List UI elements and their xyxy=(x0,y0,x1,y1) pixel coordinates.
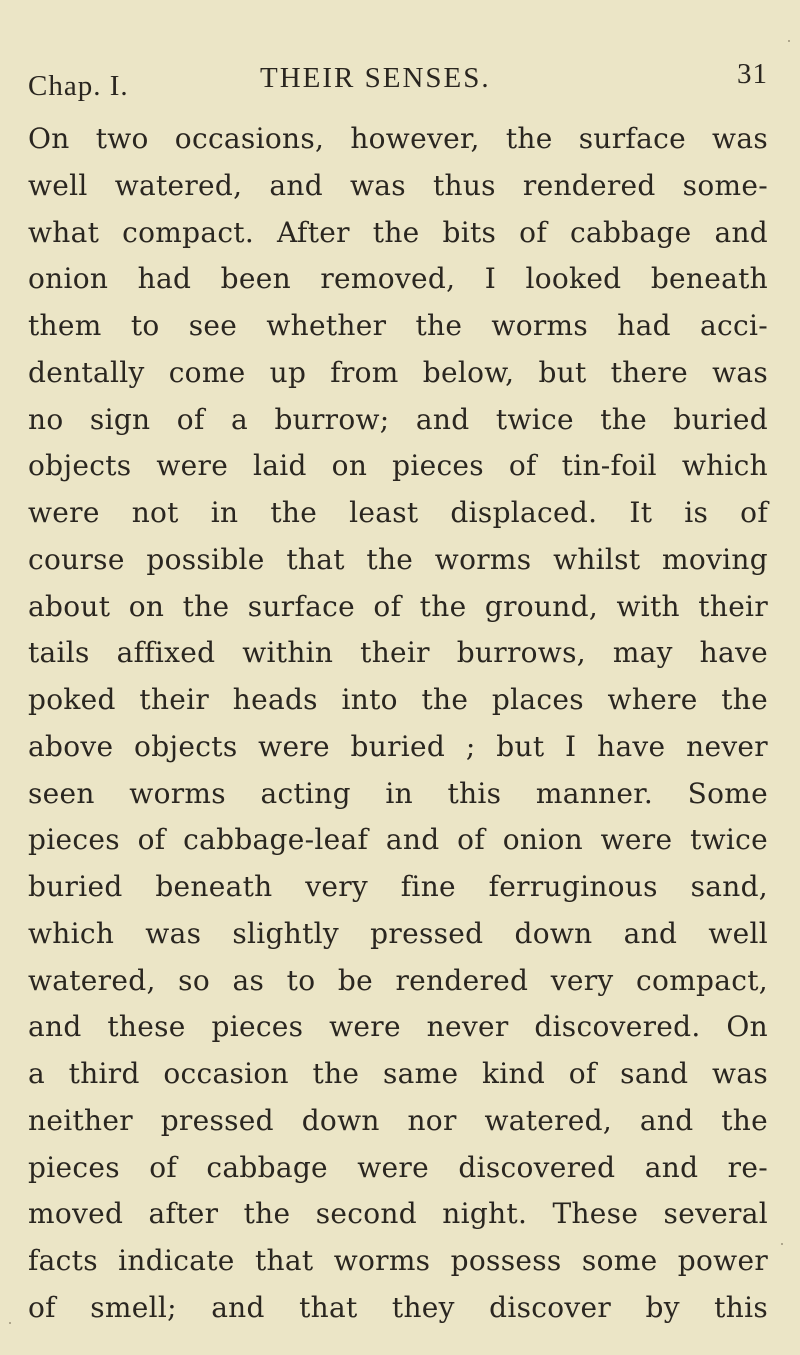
text-line: buried beneath very fine ferruginous sand, xyxy=(28,870,768,903)
running-header xyxy=(28,58,768,102)
text-line: moved after the second night. These several xyxy=(28,1197,768,1231)
text-line: objects were laid on pieces of tin-foil which xyxy=(28,449,768,483)
text-line: watered, so as to be rendered very compact, xyxy=(28,963,768,997)
text-line: onion had been removed, I looked beneath xyxy=(28,262,768,296)
text-line: what compact. After the bits of cabbage and xyxy=(28,215,768,249)
text-line: dentally come up from below, but there was xyxy=(28,355,768,389)
text-line: On two occasions, however, the surface was xyxy=(28,122,768,155)
text-line: were not in the least displaced. It is of xyxy=(28,496,768,529)
text-line: well watered, and was thus rendered some- xyxy=(28,168,768,202)
text-line: pieces of cabbage were discovered and re- xyxy=(28,1150,768,1184)
running-title: THEIR SENSES. xyxy=(260,62,491,94)
text-line: no sign of a burrow; and twice the buried xyxy=(28,402,768,436)
text-line: and these pieces were never discovered. On xyxy=(28,1010,768,1044)
paper-speck xyxy=(9,1322,11,1324)
text-line: tails affixed within their burrows, may have xyxy=(28,636,768,670)
paper-speck xyxy=(788,40,790,42)
paper-speck xyxy=(781,1243,783,1245)
body-text xyxy=(28,116,768,1332)
chapter-label: Chap. I. xyxy=(28,70,129,102)
text-line: seen worms acting in this manner. Some xyxy=(28,776,768,810)
page-number: 31 xyxy=(737,58,768,90)
text-line: a third occasion the same kind of sand was xyxy=(28,1057,768,1090)
text-line: of smell; and that they discover by this xyxy=(28,1290,768,1324)
text-line: pieces of cabbage-leaf and of onion were twice xyxy=(28,823,768,857)
text-line: above objects were buried ; but I have never xyxy=(28,729,768,763)
text-line: poked their heads into the places where the xyxy=(28,683,768,716)
text-line: them to see whether the worms had acci- xyxy=(28,309,768,342)
text-line: which was slightly pressed down and well xyxy=(28,916,768,950)
text-line: neither pressed down nor watered, and the xyxy=(28,1103,768,1137)
text-line: facts indicate that worms possess some power xyxy=(28,1244,768,1277)
text-line: about on the surface of the ground, with their xyxy=(28,589,768,623)
text-line: course possible that the worms whilst moving xyxy=(28,542,768,576)
